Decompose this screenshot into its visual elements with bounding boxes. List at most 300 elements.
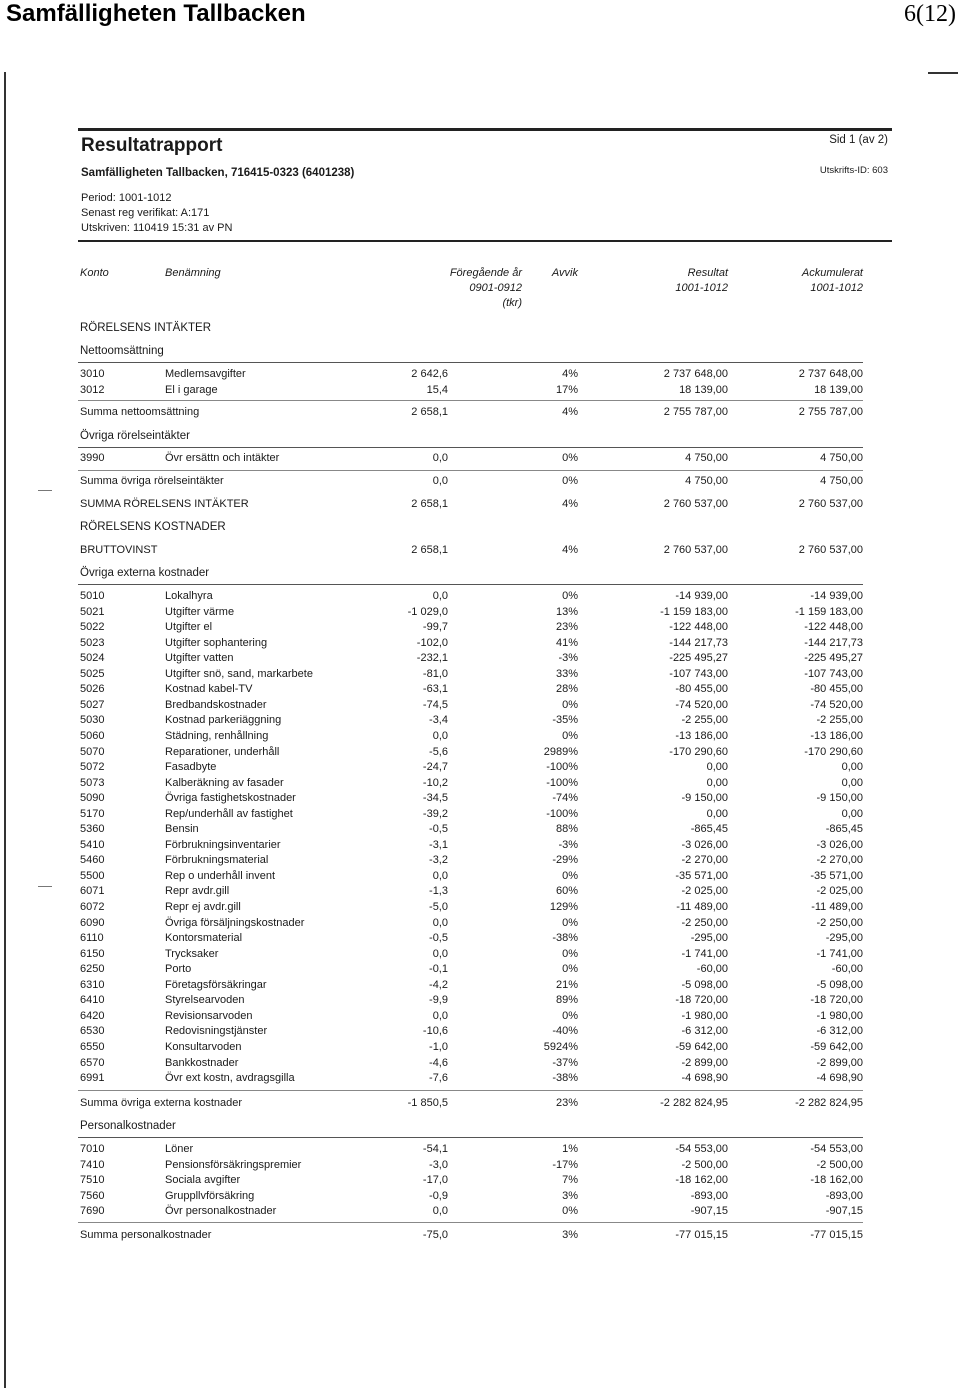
deviation: -37%	[552, 1056, 578, 1069]
account-number: 5027	[80, 698, 105, 711]
previous-year: -7,6	[429, 1072, 448, 1085]
accumulated: -4 698,90	[816, 1072, 863, 1085]
result: -60,00	[696, 963, 728, 976]
column-header-accumulated-label: Ackumulerat	[801, 267, 863, 279]
previous-year: 0,0	[432, 1205, 448, 1218]
table-row	[78, 1173, 868, 1188]
accumulated: -2 282 824,95	[795, 1097, 863, 1109]
previous-year: -81,0	[422, 667, 448, 680]
deviation: 1%	[562, 1143, 578, 1155]
table-row	[78, 698, 868, 713]
previous-year: -0,5	[429, 932, 448, 945]
previous-year: 2 658,1	[411, 498, 448, 510]
account-number: 5070	[80, 745, 105, 758]
accumulated: -74 520,00	[810, 698, 863, 711]
result: -18 720,00	[675, 994, 728, 1007]
result: -80 455,00	[675, 683, 728, 696]
account-name: Lokalhyra	[165, 590, 213, 602]
account-number: 6110	[80, 932, 104, 945]
deviation: 89%	[555, 994, 578, 1007]
costs-section-heading: RÖRELSENS KOSTNADER	[80, 521, 226, 533]
account-number: 5170	[80, 807, 105, 820]
result: -5 098,00	[681, 978, 728, 991]
deviation: 33%	[555, 667, 578, 680]
account-name: Löner	[165, 1143, 194, 1155]
account-name: Rep o underhåll invent	[165, 869, 276, 882]
previous-year: -0,9	[429, 1189, 448, 1202]
table-row	[78, 931, 868, 946]
previous-year: -1,0	[429, 1040, 448, 1053]
group-rule	[78, 447, 863, 448]
deviation: 21%	[555, 978, 578, 991]
table-row	[78, 853, 868, 868]
row-label: Summa nettoomsättning	[80, 406, 200, 418]
previous-year: -3,2	[429, 854, 448, 867]
account-number: 5060	[80, 729, 105, 742]
deviation: 2989%	[543, 745, 578, 758]
account-number: 6150	[80, 947, 105, 960]
deviation: 4%	[562, 498, 578, 510]
accumulated: -35 571,00	[810, 869, 863, 882]
result: -225 495,27	[669, 652, 728, 665]
previous-year: 15,4	[426, 383, 448, 396]
sum-row-other-income	[78, 474, 868, 489]
previous-year: 0,0	[432, 590, 448, 602]
result: -865,45	[690, 823, 728, 836]
account-name: Utgifter snö, sand, markarbete	[165, 667, 313, 680]
column-header-result-label: Resultat	[687, 267, 728, 279]
previous-year: 0,0	[432, 916, 448, 929]
accumulated: -2 270,00	[816, 854, 863, 867]
previous-year: 0,0	[432, 729, 448, 742]
deviation: 0%	[562, 947, 578, 960]
account-name: Utgifter el	[165, 621, 213, 634]
result: -2 255,00	[681, 714, 728, 727]
deviation: 0%	[562, 916, 578, 929]
table-row	[78, 636, 868, 651]
account-number: 5410	[80, 838, 105, 851]
page-title: Samfälligheten Tallbacken	[6, 0, 306, 27]
result: -144 217,73	[669, 636, 728, 649]
deviation: 0%	[562, 698, 578, 711]
table-row	[78, 776, 868, 791]
printed-line: Utskriven: 110419 15:31 av PN	[81, 222, 233, 234]
previous-year: -3,1	[429, 838, 448, 851]
previous-year: -75,0	[422, 1229, 448, 1241]
sum-rule	[78, 1090, 863, 1091]
column-header-accumulated	[802, 266, 863, 296]
account-name: Förbrukningsmaterial	[165, 854, 269, 867]
accumulated: 18 139,00	[814, 383, 863, 396]
result: -2 899,00	[681, 1056, 728, 1069]
previous-year: -3,4	[429, 714, 448, 727]
previous-year: -54,1	[422, 1143, 448, 1155]
deviation: -29%	[552, 854, 578, 867]
previous-year: -99,7	[422, 621, 448, 634]
scan-artifact	[38, 886, 52, 887]
organization-line: Samfälligheten Tallbacken, 716415-0323 (6401238)	[81, 167, 355, 179]
account-name: Övr ersättn och intäkter	[165, 452, 280, 464]
accumulated: -144 217,73	[804, 636, 863, 649]
result: -295,00	[690, 932, 728, 945]
deviation: 129%	[549, 901, 578, 913]
row-label: BRUTTOVINST	[80, 544, 158, 556]
result: -14 939,00	[675, 590, 728, 602]
deviation: 0%	[562, 869, 578, 882]
accumulated: -59 642,00	[810, 1040, 863, 1053]
deviation: 13%	[555, 605, 578, 618]
table-row	[78, 620, 868, 635]
previous-year: -24,7	[422, 761, 448, 774]
result: 2 755 787,00	[663, 406, 728, 418]
account-number: 5022	[80, 621, 105, 634]
period-line: Period: 1001-1012	[81, 192, 172, 204]
deviation: 0%	[562, 963, 578, 976]
external-costs-heading: Övriga externa kostnader	[80, 567, 210, 579]
account-number: 7690	[80, 1205, 105, 1218]
page-number: 6(12)	[904, 1, 956, 27]
table-row	[78, 900, 868, 915]
column-header-previous-label: Föregående år	[449, 267, 522, 279]
account-name: Konsultarvoden	[165, 1040, 242, 1053]
accumulated: -2 255,00	[816, 714, 863, 727]
deviation: 88%	[555, 823, 578, 836]
table-row	[78, 962, 868, 977]
accumulated: 4 750,00	[820, 452, 863, 464]
net-sales-heading: Nettoomsättning	[80, 345, 164, 357]
result: -35 571,00	[675, 869, 728, 882]
deviation: -74%	[552, 792, 578, 805]
deviation: -38%	[552, 932, 578, 945]
account-name: Styrelsearvoden	[165, 994, 245, 1007]
row-label: Summa övriga externa kostnader	[80, 1097, 243, 1109]
previous-year: -63,1	[422, 683, 448, 696]
result: -2 282 824,95	[660, 1097, 728, 1109]
previous-year: -102,0	[416, 636, 448, 649]
result: -54 553,00	[675, 1143, 728, 1155]
account-number: 7410	[80, 1158, 105, 1171]
account-number: 6250	[80, 963, 105, 976]
table-row	[78, 1009, 868, 1024]
previous-year: -1 850,5	[407, 1097, 448, 1109]
result: -1 159 183,00	[660, 605, 728, 618]
accumulated: -13 186,00	[810, 729, 863, 742]
account-name: Utgifter värme	[165, 605, 235, 618]
account-name: Utgifter sophantering	[165, 636, 268, 649]
column-header-previous-unit: (tkr)	[502, 297, 522, 309]
accumulated: -18 162,00	[810, 1174, 863, 1187]
accumulated: -170 290,60	[804, 745, 863, 758]
previous-year: -0,5	[429, 823, 448, 836]
account-number: 7010	[80, 1143, 105, 1155]
accumulated: -14 939,00	[810, 590, 863, 602]
table-row	[78, 682, 868, 697]
previous-year: -0,1	[429, 963, 448, 976]
previous-year: -1 029,0	[407, 605, 448, 618]
account-number: 6420	[80, 1009, 105, 1022]
deviation: 4%	[562, 368, 578, 380]
personnel-heading: Personalkostnader	[80, 1120, 176, 1132]
table-row	[78, 1142, 868, 1157]
column-header-result-period: 1001-1012	[675, 282, 728, 294]
deviation: 23%	[555, 1097, 578, 1109]
result: -4 698,90	[681, 1072, 728, 1085]
result: 2 737 648,00	[663, 368, 728, 380]
deviation: 5924%	[543, 1040, 578, 1053]
table-row	[78, 713, 868, 728]
account-number: 5090	[80, 792, 105, 805]
account-name: Städning, renhållning	[165, 729, 269, 742]
deviation: -3%	[558, 838, 578, 851]
result: -6 312,00	[681, 1025, 728, 1038]
group-rule	[78, 584, 863, 585]
account-number: 3010	[80, 368, 105, 380]
gross-profit-row	[78, 543, 868, 558]
sum-rule	[78, 470, 863, 471]
previous-year: 0,0	[432, 475, 448, 487]
table-row	[78, 978, 868, 993]
deviation: -35%	[552, 714, 578, 727]
accumulated: 0,00	[841, 807, 863, 820]
deviation: -38%	[552, 1072, 578, 1085]
deviation: 23%	[555, 621, 578, 634]
table-row	[78, 745, 868, 760]
column-header-previous	[450, 266, 522, 311]
result: -18 162,00	[675, 1174, 728, 1187]
account-number: 5021	[80, 605, 105, 618]
result: -77 015,15	[675, 1229, 728, 1241]
accumulated: -2 899,00	[816, 1056, 863, 1069]
group-rule	[78, 362, 863, 363]
account-name: Rep/underhåll av fastighet	[165, 807, 293, 820]
column-header-previous-period: 0901-0912	[469, 282, 522, 294]
row-label: Summa övriga rörelseintäkter	[80, 475, 224, 487]
deviation: 0%	[562, 590, 578, 602]
account-name: Övr personalkostnader	[165, 1205, 277, 1218]
previous-year: 0,0	[432, 452, 448, 464]
account-name: Reparationer, underhåll	[165, 745, 280, 758]
account-number: 3012	[80, 383, 105, 396]
account-number: 7510	[80, 1174, 105, 1187]
account-number: 5073	[80, 776, 105, 789]
previous-year: -3,0	[429, 1158, 448, 1171]
table-row	[78, 838, 868, 853]
account-number: 5360	[80, 823, 105, 836]
deviation: -3%	[558, 652, 578, 665]
result: 0,00	[706, 776, 728, 789]
previous-year: -5,6	[429, 745, 448, 758]
accumulated: -1 159 183,00	[795, 605, 863, 618]
table-row	[78, 807, 868, 822]
column-header-name: Benämning	[165, 267, 221, 279]
accumulated: -1 741,00	[816, 947, 863, 960]
result: -893,00	[690, 1189, 728, 1202]
account-number: 6570	[80, 1056, 105, 1069]
table-row	[78, 1040, 868, 1055]
accumulated: 2 737 648,00	[798, 368, 863, 380]
result: -2 025,00	[681, 885, 728, 898]
result: 0,00	[706, 807, 728, 820]
scan-left-border	[4, 72, 6, 1388]
result: -1 741,00	[681, 947, 728, 960]
account-number: 6410	[80, 994, 105, 1007]
previous-year: -4,2	[429, 978, 448, 991]
deviation: 17%	[555, 383, 578, 396]
result: -1 980,00	[681, 1009, 728, 1022]
deviation: 4%	[562, 406, 578, 418]
table-row	[78, 605, 868, 620]
accumulated: -77 015,15	[810, 1229, 863, 1241]
account-number: 5025	[80, 667, 105, 680]
column-header-deviation: Avvik	[551, 267, 578, 279]
deviation: -100%	[546, 776, 578, 789]
column-header-konto: Konto	[80, 267, 109, 279]
accumulated: -893,00	[825, 1189, 863, 1202]
result: -907,15	[690, 1205, 728, 1218]
result: 4 750,00	[685, 475, 728, 487]
accumulated: 4 750,00	[820, 475, 863, 487]
previous-year: -10,2	[422, 776, 448, 789]
result: 2 760 537,00	[663, 544, 728, 556]
report-title: Resultatrapport	[81, 135, 223, 156]
other-income-heading: Övriga rörelseintäkter	[80, 430, 190, 442]
account-number: 6090	[80, 916, 105, 929]
deviation: 0%	[562, 729, 578, 742]
accumulated: -5 098,00	[816, 978, 863, 991]
table-row	[78, 367, 868, 382]
previous-year: 0,0	[432, 947, 448, 960]
previous-year: -74,5	[422, 698, 448, 711]
accumulated: -80 455,00	[810, 683, 863, 696]
accumulated: -122 448,00	[804, 621, 863, 634]
top-rule	[78, 128, 892, 131]
deviation: 0%	[562, 1205, 578, 1218]
row-label: SUMMA RÖRELSENS INTÄKTER	[80, 498, 249, 510]
sum-rule	[78, 400, 863, 401]
account-number: 5500	[80, 869, 105, 882]
previous-year: -4,6	[429, 1056, 448, 1069]
account-name: Medlemsavgifter	[165, 368, 246, 380]
table-row	[78, 1158, 868, 1173]
result: -9 150,00	[681, 792, 728, 805]
table-row	[78, 869, 868, 884]
account-name: Bankkostnader	[165, 1056, 239, 1069]
deviation: 60%	[555, 885, 578, 898]
result: 4 750,00	[685, 452, 728, 464]
accumulated: -6 312,00	[816, 1025, 863, 1038]
income-section-heading: RÖRELSENS INTÄKTER	[80, 322, 211, 334]
result: -59 642,00	[675, 1040, 728, 1053]
result: -122 448,00	[669, 621, 728, 634]
account-number: 6072	[80, 901, 105, 913]
account-number: 5072	[80, 761, 105, 774]
previous-year: -17,0	[422, 1174, 448, 1187]
accumulated: 2 760 537,00	[798, 544, 863, 556]
previous-year: -39,2	[422, 807, 448, 820]
deviation: 0%	[562, 1009, 578, 1022]
table-row	[78, 1189, 868, 1204]
table-row	[78, 791, 868, 806]
result: -11 489,00	[676, 901, 728, 913]
previous-year: -34,5	[422, 792, 448, 805]
table-row	[78, 1071, 868, 1086]
previous-year: -9,9	[429, 994, 448, 1007]
account-number: 5026	[80, 683, 105, 696]
account-name: El i garage	[165, 383, 218, 396]
accumulated: 2 760 537,00	[798, 498, 863, 510]
account-name: Bensin	[165, 823, 199, 836]
account-name: Repr avdr.gill	[165, 885, 230, 898]
account-number: 5010	[80, 590, 105, 602]
scan-corner-mark	[928, 72, 958, 74]
account-name: Bredbandskostnader	[165, 698, 267, 711]
accumulated: 0,00	[841, 776, 863, 789]
table-row	[78, 822, 868, 837]
table-row	[78, 729, 868, 744]
sum-row-net-sales	[78, 405, 868, 420]
deviation: 4%	[562, 544, 578, 556]
deviation: -100%	[546, 761, 578, 774]
previous-year: 0,0	[432, 869, 448, 882]
accumulated: -2 250,00	[816, 916, 863, 929]
account-name: Repr ej avdr.gill	[165, 901, 241, 913]
account-name: Kostnad parkeriäggning	[165, 714, 282, 727]
account-number: 6071	[80, 885, 105, 898]
table-row	[78, 589, 868, 604]
group-rule	[78, 1137, 863, 1138]
deviation: -100%	[546, 807, 578, 820]
accumulated: 2 755 787,00	[798, 406, 863, 418]
result: -170 290,60	[669, 745, 728, 758]
accumulated: -11 489,00	[811, 901, 863, 913]
account-name: Förbrukningsinventarier	[165, 838, 281, 851]
account-name: Övr ext kostn, avdragsgilla	[165, 1072, 295, 1085]
accumulated: -9 150,00	[816, 792, 863, 805]
previous-year: 0,0	[432, 1009, 448, 1022]
previous-year: 2 658,1	[411, 544, 448, 556]
scan-artifact	[38, 490, 52, 491]
table-row	[78, 667, 868, 682]
result: -3 026,00	[681, 838, 728, 851]
accumulated: -54 553,00	[810, 1143, 863, 1155]
table-row	[78, 1024, 868, 1039]
deviation: 7%	[562, 1174, 578, 1187]
print-id: Utskrifts-ID: 603	[819, 165, 888, 176]
result: -2 250,00	[681, 916, 728, 929]
result: 0,00	[706, 761, 728, 774]
account-name: Fasadbyte	[165, 761, 217, 774]
deviation: 28%	[555, 683, 578, 696]
deviation: -40%	[552, 1025, 578, 1038]
account-name: Porto	[165, 963, 192, 976]
account-number: 6310	[80, 978, 105, 991]
deviation: -17%	[552, 1158, 578, 1171]
account-name: Pensionsförsäkringspremier	[165, 1158, 302, 1171]
account-name: Företagsförsäkringar	[165, 978, 267, 991]
result: -2 500,00	[681, 1158, 728, 1171]
accumulated: -907,15	[825, 1205, 863, 1218]
table-row	[78, 651, 868, 666]
sum-row-total-income	[78, 497, 868, 512]
table-row	[78, 947, 868, 962]
deviation: 0%	[562, 452, 578, 464]
account-number: 6991	[80, 1072, 105, 1085]
previous-year: -232,1	[416, 652, 448, 665]
row-label: Summa personalkostnader	[80, 1229, 212, 1241]
previous-year: -10,6	[422, 1025, 448, 1038]
result: 18 139,00	[679, 383, 728, 396]
previous-year: -1,3	[429, 885, 448, 898]
